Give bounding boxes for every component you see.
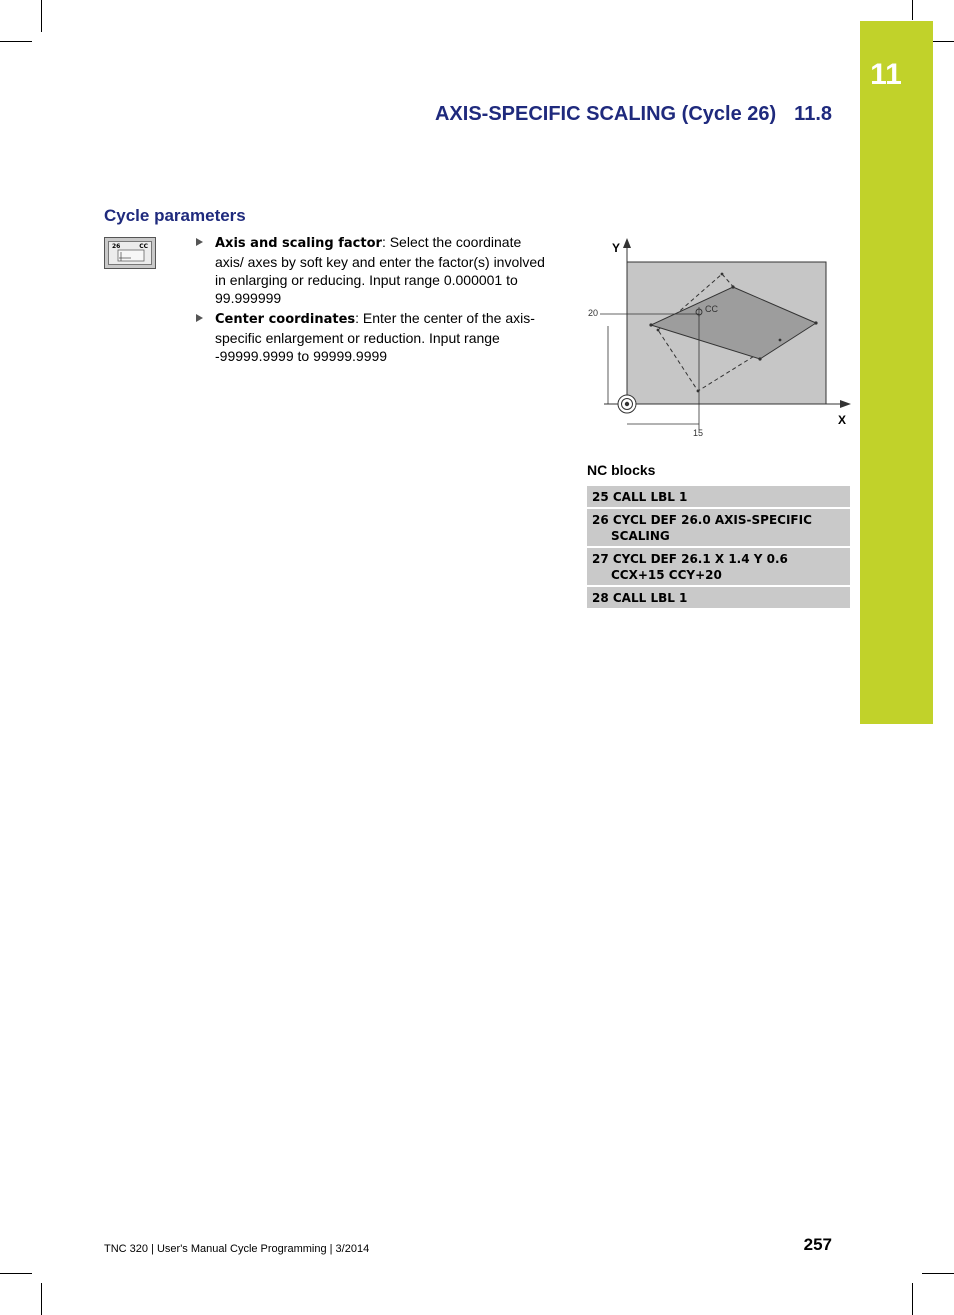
bullet-arrow-icon	[196, 314, 203, 322]
parameter-term: Axis and scaling factor	[215, 236, 382, 251]
nc-blocks-title: NC blocks	[587, 462, 656, 478]
parameter-list	[196, 233, 552, 367]
table-row	[587, 509, 850, 546]
footer-text: TNC 320 | User's Manual Cycle Programming | 3/2014	[104, 1243, 370, 1255]
header-section-number: 11.8	[794, 103, 832, 125]
y-dimension-value: 20	[588, 308, 599, 318]
crop-mark	[912, 1283, 913, 1315]
nc-blocks-table	[587, 484, 850, 610]
bullet-arrow-icon	[196, 238, 203, 246]
chapter-number: 11	[870, 58, 902, 91]
nc-block: 25 CALL LBL 1	[592, 490, 688, 504]
cycle-softkey-icon	[104, 237, 156, 269]
x-axis-label: X	[838, 413, 847, 427]
y-axis-label: Y	[612, 241, 621, 255]
parameter-description: : Enter the center of the axis-specific enlargement or reduction. Input range -99999.9999 to 99999.9999	[215, 310, 535, 364]
parameter-item	[196, 309, 552, 365]
crop-mark	[912, 0, 913, 20]
nc-block: 26 CYCL DEF 26.0 AXIS-SPECIFIC SCALING	[592, 513, 812, 543]
crop-mark	[922, 1273, 954, 1274]
nc-block: 27 CYCL DEF 26.1 X 1.4 Y 0.6 CCX+15 CCY+20	[592, 552, 788, 582]
table-row	[587, 587, 850, 608]
running-header	[435, 103, 832, 126]
crop-mark	[0, 41, 32, 42]
page-number: 257	[803, 1235, 832, 1254]
center-label: CC	[705, 304, 718, 314]
header-title: AXIS-SPECIFIC SCALING (Cycle 26)	[434, 103, 777, 125]
crop-mark	[41, 0, 42, 32]
softkey-right-label: CC	[139, 243, 148, 250]
x-axis-arrow-icon	[840, 400, 851, 408]
parameter-item	[196, 233, 552, 307]
nc-block: 28 CALL LBL 1	[592, 591, 688, 605]
y-axis-arrow-icon	[623, 238, 631, 248]
crop-mark	[0, 1273, 32, 1274]
x-dimension-value: 15	[693, 428, 704, 438]
scaling-diagram	[584, 234, 854, 444]
softkey-graphic	[109, 242, 151, 264]
softkey-left-label: 26	[112, 243, 121, 250]
table-row	[587, 486, 850, 507]
crop-mark	[41, 1283, 42, 1315]
section-heading: Cycle parameters	[104, 206, 246, 225]
softkey-face	[108, 241, 152, 265]
parameter-description: : Select the coordinate axis/ axes by soft key and enter the factor(s) involved in enlarging or reducing. Input range 0.000001 to 99.999999	[215, 234, 545, 306]
table-row	[587, 548, 850, 585]
parameter-term: Center coordinates	[215, 312, 356, 327]
chapter-tab	[860, 21, 933, 724]
